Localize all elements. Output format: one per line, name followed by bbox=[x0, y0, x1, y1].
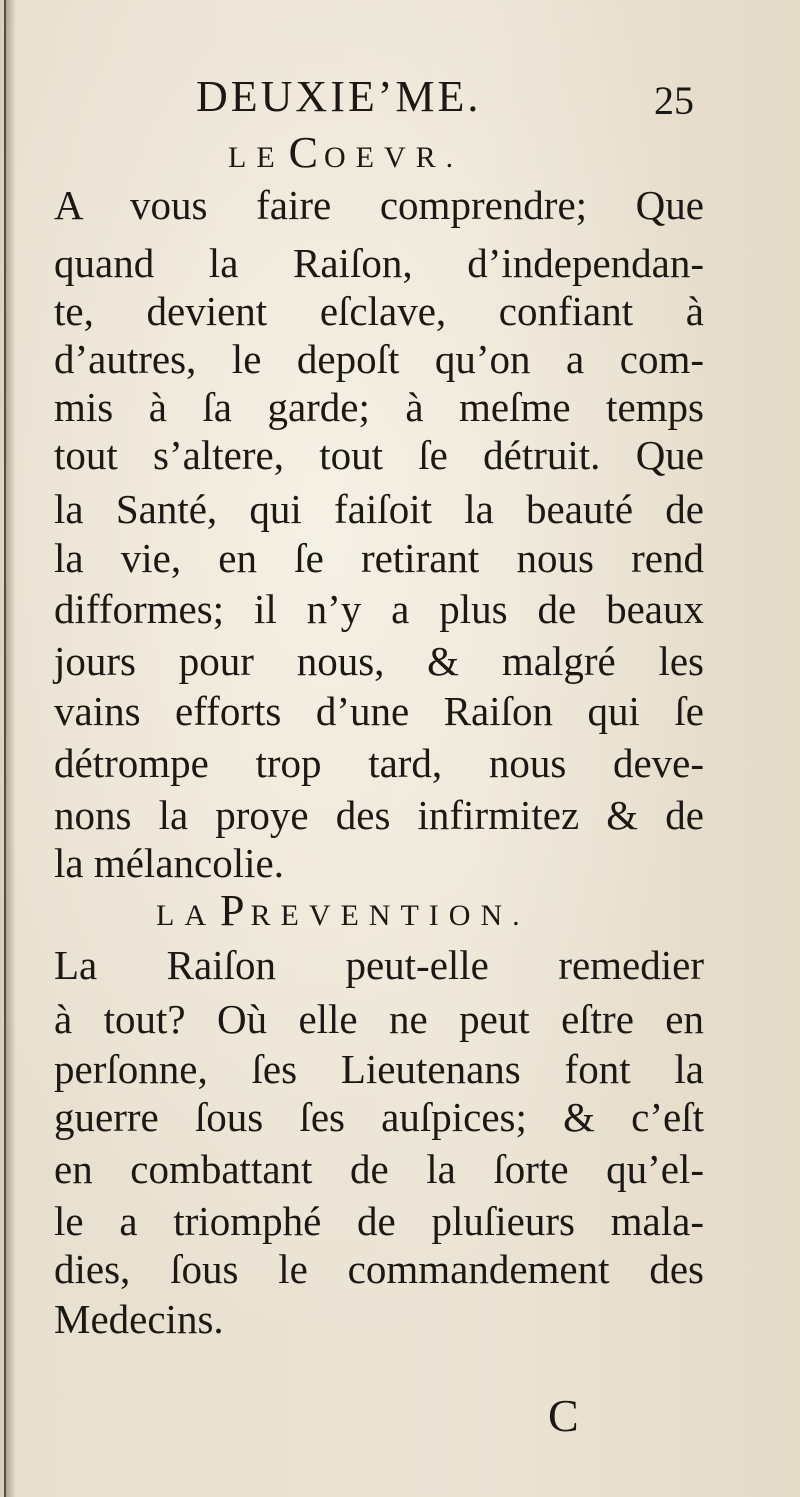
text-line: la Santé, qui faiſoit la beauté de bbox=[54, 486, 704, 532]
text-line: vains efforts d’une Raiſon qui ſe bbox=[54, 688, 704, 734]
text-line: difformes; il n’y a plus de beaux bbox=[54, 586, 704, 632]
text-line: jours pour nous, & malgré les bbox=[54, 638, 704, 684]
heading-initial: P bbox=[220, 886, 251, 935]
text-line: le a triomphé de pluſieurs mala- bbox=[54, 1198, 704, 1244]
running-head: DEUXIE’ME. bbox=[196, 72, 482, 121]
text-line: Medecins. bbox=[54, 1296, 224, 1342]
text-line: perſonne, ſes Lieutenans font la bbox=[54, 1046, 704, 1092]
text-line: guerre ſous ſes auſpices; & c’eſt bbox=[54, 1094, 704, 1140]
text-line: nons la proye des infirmitez & de bbox=[54, 792, 704, 838]
text-line: dies, ſous le commandement des bbox=[54, 1246, 704, 1292]
section-heading-prevention bbox=[156, 886, 530, 946]
section-heading-coeur bbox=[228, 128, 463, 188]
page-number: 25 bbox=[654, 78, 694, 123]
text-line: quand la Raiſon, d’independan- bbox=[54, 240, 704, 286]
text-line: à tout? Où elle ne peut eſtre en bbox=[54, 996, 704, 1042]
text-line: A vous faire comprendre; Que bbox=[54, 182, 704, 228]
text-line: d’autres, le depoſt qu’on a com- bbox=[54, 336, 704, 382]
text-line: la mélancolie. bbox=[54, 840, 284, 886]
gutter-shadow bbox=[6, 0, 16, 1497]
signature-mark: C bbox=[548, 1390, 579, 1441]
text-line: détrompe trop tard, nous deve- bbox=[54, 740, 704, 786]
heading-word: REVENTION. bbox=[250, 899, 530, 932]
text-line: La Raiſon peut-elle remedier bbox=[54, 942, 704, 988]
text-line: tout s’altere, tout ſe détruit. Que bbox=[54, 432, 704, 478]
text-line: la vie, en ſe retirant nous rend bbox=[54, 535, 704, 581]
text-line: te, devient eſclave, confiant à bbox=[54, 288, 704, 334]
heading-initial: C bbox=[288, 128, 325, 177]
heading-article: LE bbox=[228, 141, 285, 174]
heading-word: OEVR. bbox=[324, 141, 464, 174]
heading-article: LA bbox=[156, 899, 216, 932]
text-line: mis à ſa garde; à meſme temps bbox=[54, 384, 704, 430]
text-line: en combattant de la ſorte qu’el- bbox=[54, 1146, 704, 1192]
